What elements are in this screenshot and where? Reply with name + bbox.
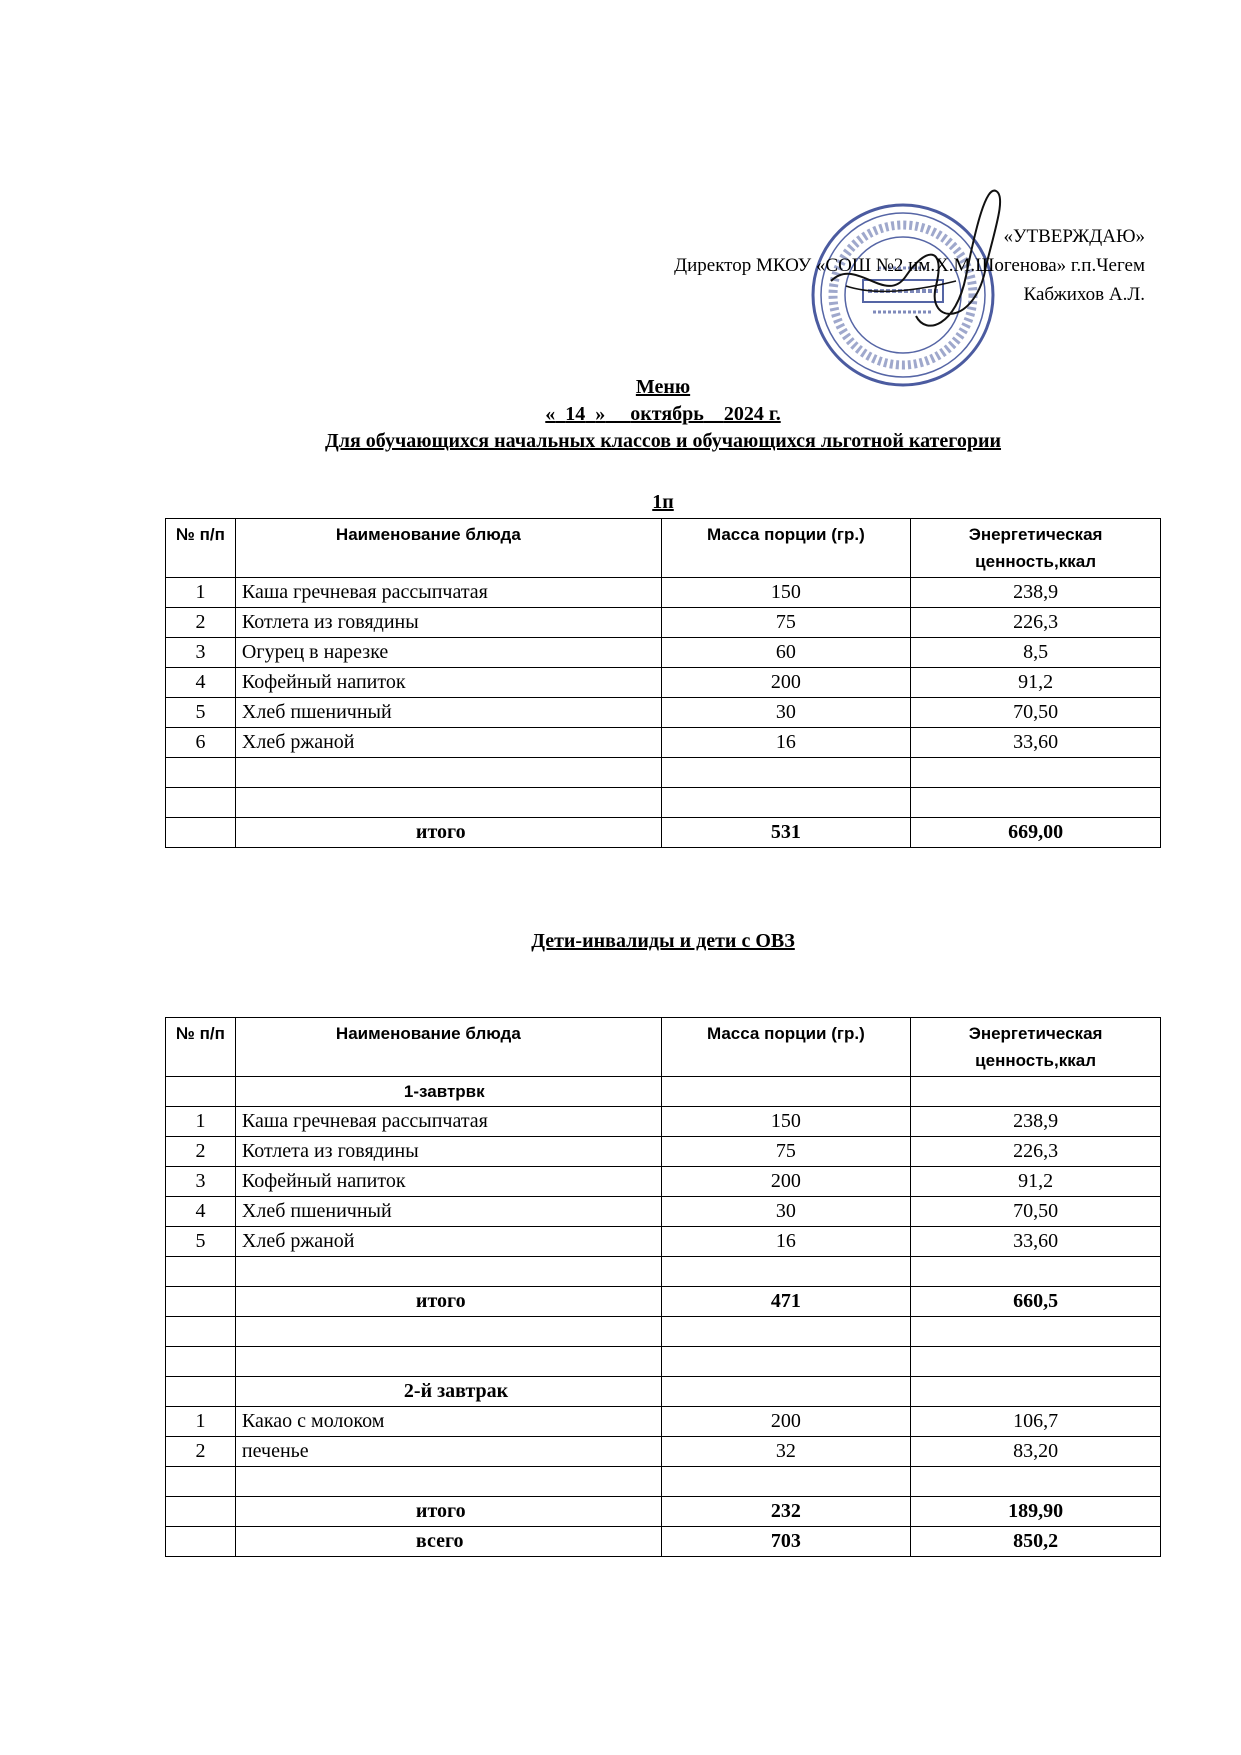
dish-name: Огурец в нарезке [235,638,661,668]
total-row [166,818,1161,848]
total-label: итого [235,1497,661,1527]
portion-mass: 200 [661,1167,911,1197]
approval-heading: «УТВЕРЖДАЮ» [1003,226,1145,247]
empty-row [166,788,1161,818]
row-number: 5 [166,1227,236,1257]
empty-cell [911,1317,1161,1347]
table1-body [166,578,1161,848]
col-energy-header: Энергетическая ценность,ккал [911,519,1161,578]
empty-row [166,1317,1161,1347]
empty-cell [166,1377,236,1407]
portion-mass: 150 [661,1107,911,1137]
empty-cell [661,1077,911,1107]
total-mass: 703 [661,1527,911,1557]
empty-cell [661,1317,911,1347]
table-row [166,1137,1161,1167]
total-mass: 531 [661,818,911,848]
total-energy: 660,5 [911,1287,1161,1317]
empty-cell [166,1467,236,1497]
empty-cell [661,788,911,818]
energy-value: 226,3 [911,608,1161,638]
menu-title-block [165,374,1161,455]
energy-value: 91,2 [911,1167,1161,1197]
col-energy-header: Энергетическая ценность,ккал [911,1018,1161,1077]
section-code: 1п [652,491,674,513]
empty-cell [661,1347,911,1377]
total-label: итого [235,1287,661,1317]
empty-cell [661,1467,911,1497]
col-num-header: № п/п [166,519,236,578]
row-number: 2 [166,608,236,638]
empty-cell [911,1467,1161,1497]
empty-cell [235,1257,661,1287]
energy-value: 106,7 [911,1407,1161,1437]
empty-cell [166,818,236,848]
table-row [166,1437,1161,1467]
table-header-row [166,519,1161,578]
total-mass: 232 [661,1497,911,1527]
empty-cell [166,1257,236,1287]
empty-cell [166,1497,236,1527]
portion-mass: 75 [661,608,911,638]
energy-value: 238,9 [911,578,1161,608]
table-row [166,698,1161,728]
dish-name: Какао с молоком [235,1407,661,1437]
energy-value: 33,60 [911,728,1161,758]
meal-subheading-row [166,1077,1161,1107]
empty-cell [911,1347,1161,1377]
dish-name: Каша гречневая рассыпчатая [235,578,661,608]
empty-cell [235,1347,661,1377]
total-energy: 189,90 [911,1497,1161,1527]
empty-cell [911,788,1161,818]
row-number: 2 [166,1137,236,1167]
portion-mass: 16 [661,1227,911,1257]
empty-cell [661,1257,911,1287]
dish-name: Хлеб ржаной [235,1227,661,1257]
dish-name: Хлеб пшеничный [235,698,661,728]
menu-date: « 14 » октябрь 2024 г. [545,403,781,425]
empty-cell [166,788,236,818]
empty-cell [911,1077,1161,1107]
empty-cell [166,1317,236,1347]
row-number: 1 [166,578,236,608]
portion-mass: 60 [661,638,911,668]
empty-cell [661,1377,911,1407]
row-number: 2 [166,1437,236,1467]
portion-mass: 16 [661,728,911,758]
date-month: октябрь [630,403,704,425]
table-row [166,1107,1161,1137]
row-number: 5 [166,698,236,728]
energy-value: 83,20 [911,1437,1161,1467]
energy-value: 8,5 [911,638,1161,668]
energy-value: 70,50 [911,1197,1161,1227]
energy-value: 33,60 [911,1227,1161,1257]
row-number: 3 [166,638,236,668]
grand-total-row [166,1527,1161,1557]
empty-row [166,1257,1161,1287]
section2-title: Дети-инвалиды и дети с ОВЗ [531,930,795,952]
empty-row [166,1347,1161,1377]
portion-mass: 32 [661,1437,911,1467]
table-row [166,578,1161,608]
empty-cell [166,1527,236,1557]
dish-name: Хлеб ржаной [235,728,661,758]
empty-cell [911,1377,1161,1407]
portion-mass: 30 [661,698,911,728]
table-row [166,668,1161,698]
dish-name: печенье [235,1437,661,1467]
approval-block [674,222,1145,309]
total-row [166,1287,1161,1317]
energy-value: 226,3 [911,1137,1161,1167]
empty-cell [166,1347,236,1377]
table-row [166,1407,1161,1437]
table-row [166,1227,1161,1257]
total-label: итого [235,818,661,848]
row-number: 1 [166,1407,236,1437]
col-name-header: Наименование блюда [235,1018,661,1077]
portion-mass: 150 [661,578,911,608]
row-number: 3 [166,1167,236,1197]
menu-subtitle: Для обучающихся начальных классов и обучающихся льготной категории [324,430,1002,452]
row-number: 6 [166,728,236,758]
col-mass-header: Масса порции (гр.) [661,519,911,578]
dish-name: Кофейный напиток [235,1167,661,1197]
col-mass-header: Масса порции (гр.) [661,1018,911,1077]
table-row [166,638,1161,668]
empty-cell [235,1467,661,1497]
meal-subheading-row [166,1377,1161,1407]
table-row [166,1167,1161,1197]
empty-row [166,758,1161,788]
empty-cell [911,758,1161,788]
meal-subheading: 2-й завтрак [235,1377,661,1407]
approval-signer: Кабжихов А.Л. [1023,284,1145,305]
portion-mass: 200 [661,1407,911,1437]
dish-name: Каша гречневая рассыпчатая [235,1107,661,1137]
row-number: 4 [166,1197,236,1227]
dish-name: Хлеб пшеничный [235,1197,661,1227]
approval-director: Директор МКОУ «СОШ №2 им.Х.М.Шогенова» г.п.Чегем [674,255,1145,276]
table-row [166,728,1161,758]
portion-mass: 200 [661,668,911,698]
meal-subheading: 1-завтрвк [235,1077,661,1107]
table2-body [166,1077,1161,1557]
dish-name: Котлета из говядины [235,1137,661,1167]
row-number: 4 [166,668,236,698]
empty-cell [911,1257,1161,1287]
empty-cell [661,758,911,788]
energy-value: 91,2 [911,668,1161,698]
total-energy: 669,00 [911,818,1161,848]
row-number: 1 [166,1107,236,1137]
date-day: 14 [565,403,586,425]
empty-cell [166,1077,236,1107]
total-energy: 850,2 [911,1527,1161,1557]
empty-cell [166,1287,236,1317]
menu-table-ovz [165,1017,1161,1557]
portion-mass: 30 [661,1197,911,1227]
table-header-row [166,1018,1161,1077]
empty-cell [235,758,661,788]
empty-cell [166,758,236,788]
empty-row [166,1467,1161,1497]
empty-cell [235,788,661,818]
energy-value: 70,50 [911,698,1161,728]
col-num-header: № п/п [166,1018,236,1077]
empty-cell [235,1317,661,1347]
portion-mass: 75 [661,1137,911,1167]
date-year: 2024 г. [723,403,781,425]
energy-value: 238,9 [911,1107,1161,1137]
col-name-header: Наименование блюда [235,519,661,578]
dish-name: Котлета из говядины [235,608,661,638]
total-row [166,1497,1161,1527]
total-mass: 471 [661,1287,911,1317]
total-label: всего [235,1527,661,1557]
table-row [166,608,1161,638]
menu-title: Меню [635,376,691,398]
table-row [166,1197,1161,1227]
menu-table-primary [165,518,1161,848]
dish-name: Кофейный напиток [235,668,661,698]
